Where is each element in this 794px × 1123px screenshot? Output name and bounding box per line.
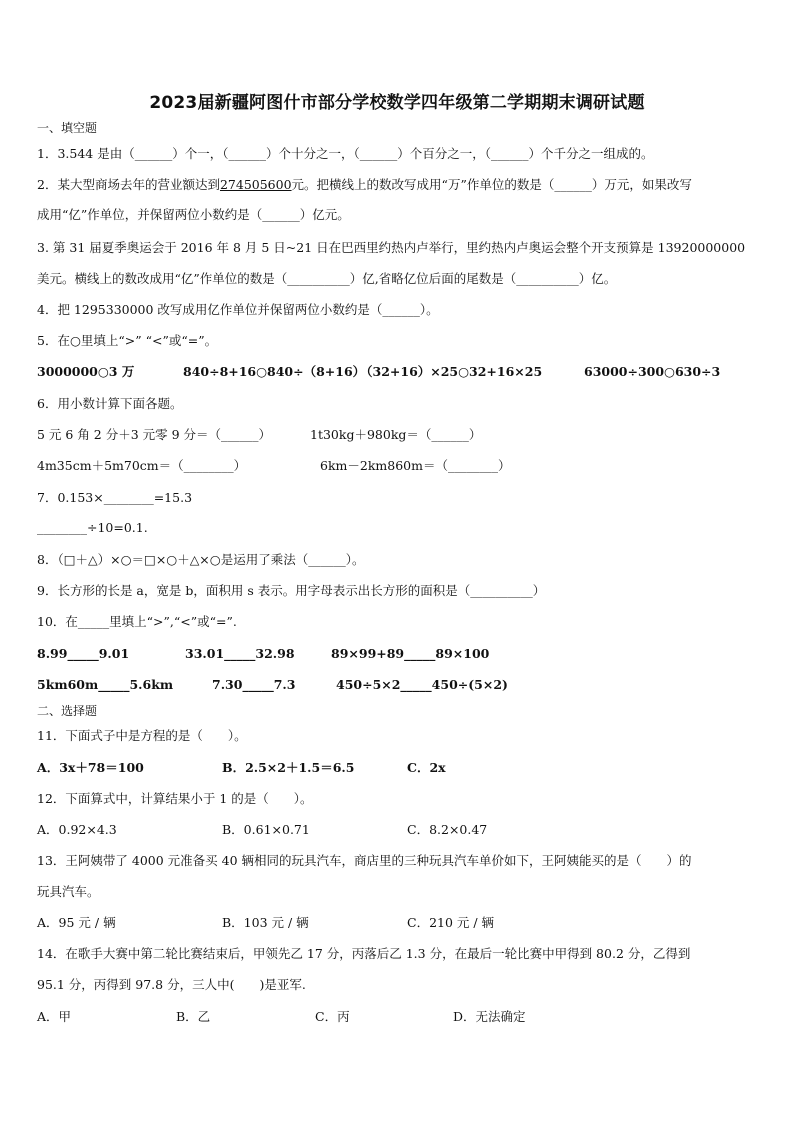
question-13-option: B．103 元 / 辆 (222, 915, 309, 930)
question-11-stem: 11．下面式子中是方程的是（ ）。 (37, 728, 247, 743)
question-11-option: A．3x＋78＝100 (37, 760, 144, 775)
question-9: 9．长方形的长是 a，宽是 b，面积用 s 表示。用字母表示出长方形的面积是（__________） (37, 583, 546, 598)
question-2 (37, 177, 692, 193)
question-14-option: D．无法确定 (453, 1009, 526, 1024)
question-6-stem: 6．用小数计算下面各题。 (37, 396, 183, 411)
question-5-item: （32+16）×25○32+16×25 (360, 364, 543, 379)
question-5-stem: 5．在○里填上“>” “<”或“=”。 (37, 333, 218, 348)
question-12-option: C．8.2×0.47 (407, 822, 488, 837)
question-6-a: 5 元 6 角 2 分＋3 元零 9 分＝（______） (37, 427, 272, 442)
question-2-line2: 成用“亿”作单位，并保留两位小数约是（______）亿元。 (37, 207, 350, 222)
question-5-item: 3000000○3 万 (37, 364, 135, 379)
question-11-option: C．2x (407, 760, 446, 775)
question-6-c: 4m35cm＋5m70cm＝（________） (37, 458, 247, 473)
question-14-option: A．甲 (37, 1009, 72, 1024)
question-14-option: C．丙 (315, 1009, 350, 1024)
question-2-number: 274505600 (219, 177, 292, 192)
question-3-line2: 美元。横线上的数改成用“亿”作单位的数是（__________）亿,省略亿位后面的尾数是（__________）亿。 (37, 271, 617, 286)
question-13-line1: 13．王阿姨带了 4000 元准备买 40 辆相同的玩具汽车，商店里的三种玩具汽车单价如下，王阿姨能买的是（ ）的 (37, 853, 692, 868)
question-14-line2: 95.1 分，丙得到 97.8 分，三人中( )是亚军. (37, 977, 306, 992)
question-2-prefix: 2．某大型商场去年的营业额达到 (37, 177, 220, 192)
question-10-item: 8.99_____9.01 (37, 646, 130, 661)
question-6-b: 1t30kg＋980kg＝（______） (310, 427, 482, 442)
question-10-item: 33.01_____32.98 (185, 646, 295, 661)
question-10-item: 5km60m_____5.6km (37, 677, 174, 692)
page-title: 2023届新疆阿图什市部分学校数学四年级第二学期期末调研试题 (149, 93, 645, 113)
question-12-option: A．0.92×4.3 (37, 822, 117, 837)
question-7-line1: 7．0.153×________=15.3 (37, 490, 193, 505)
question-14-option: B．乙 (176, 1009, 211, 1024)
question-5-item: 63000÷300○630÷3 (584, 364, 721, 379)
question-4: 4．把 1295330000 改写成用亿作单位并保留两位小数约是（______）。 (37, 302, 439, 317)
question-7-line2: ________÷10=0.1. (37, 520, 148, 535)
question-13-line2: 玩具汽车。 (37, 884, 100, 899)
question-11-option: B．2.5×2＋1.5＝6.5 (222, 760, 355, 775)
section-heading-choice: 二、选择题 (37, 704, 98, 718)
question-12-option: B．0.61×0.71 (222, 822, 310, 837)
question-5-item: 840÷8+16○840÷（8+16） (183, 364, 366, 379)
question-13-option: A．95 元 / 辆 (37, 915, 116, 930)
question-10-item: 450÷5×2_____450÷(5×2) (336, 677, 508, 692)
question-12-stem: 12．下面算式中，计算结果小于 1 的是（ ）。 (37, 791, 313, 806)
section-heading-fill-blank: 一、填空题 (37, 121, 98, 135)
question-14-line1: 14．在歌手大赛中第二轮比赛结束后，甲领先乙 17 分，丙落后乙 1.3 分，在最后一轮比赛中甲得到 80.2 分，乙得到 (37, 946, 691, 961)
question-3-line1: 3. 第 31 届夏季奥运会于 2016 年 8 月 5 日~21 日在巴西里约热内卢举行，里约热内卢奥运会整个开支预算是 13920000000 (37, 240, 746, 255)
question-2-suffix: 元。把横线上的数改写成用“万”作单位的数是（______）万元，如果改写 (291, 177, 692, 192)
question-6-d: 6km－2km860m＝（________） (320, 458, 511, 473)
question-10-stem: 10．在_____里填上“>”,“<”或“=”. (37, 614, 237, 629)
question-1: 1．3.544 是由（______）个一，（______）个十分之一，（______）个百分之一，（______）个千分之一组成的。 (37, 146, 654, 161)
question-10-item: 89×99+89_____89×100 (331, 646, 490, 661)
question-8: 8．（□＋△）×○＝□×○＋△×○是运用了乘法（______）。 (37, 552, 365, 567)
question-13-option: C．210 元 / 辆 (407, 915, 495, 930)
question-10-item: 7.30_____7.3 (212, 677, 296, 692)
